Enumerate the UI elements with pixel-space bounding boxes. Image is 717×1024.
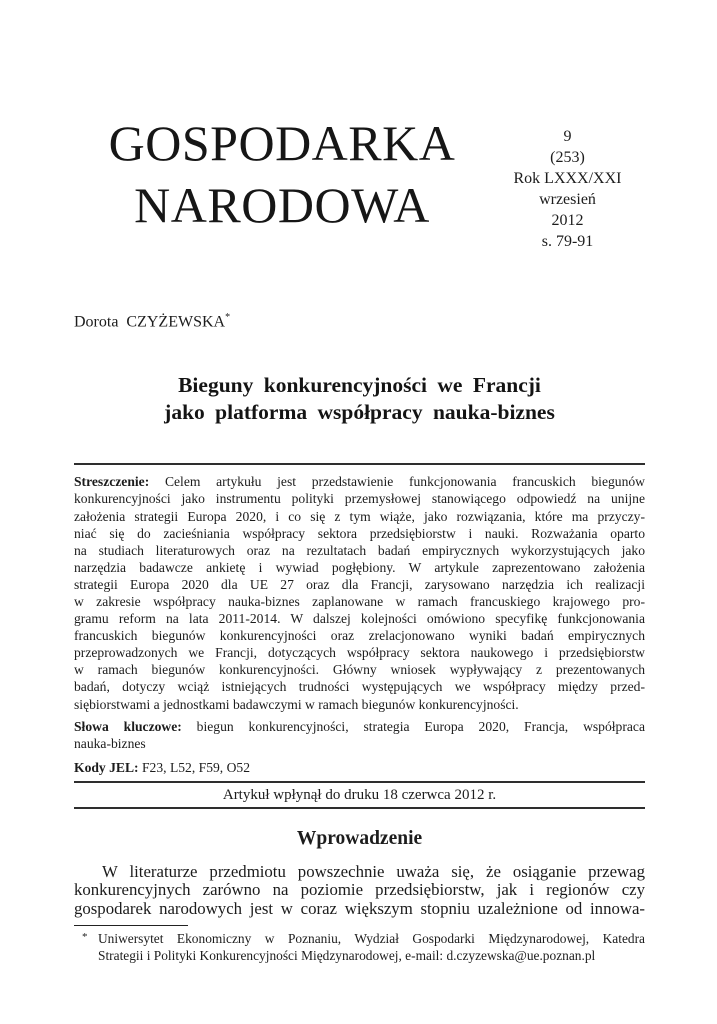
jel-codes-line: [74, 759, 645, 777]
received-note: Artykuł wpłynął do druku 18 czerwca 2012 r.: [74, 781, 645, 809]
abstract-line: na studiach literaturowych oraz na rezultatach badań empirycznych wykorzystujących jako: [74, 542, 645, 558]
intro-line: gospodarek narodowych jest w coraz większym stopniu uzależnione od innowa-: [74, 899, 645, 919]
author-footnote-marker: *: [225, 312, 231, 323]
footnote-body: [74, 931, 645, 965]
jel-codes: F23, L52, F59, O52: [142, 759, 251, 775]
abstract-line: w ramach biegunów konkurencyjności. Główny wniosek wypływający z prezentowanych: [74, 662, 645, 678]
jel-label: Kody JEL:: [74, 759, 139, 775]
issue-volume: (253): [550, 149, 585, 166]
article-title-line2: jako platforma współpracy nauka-biznes: [164, 400, 555, 425]
author-line: [74, 308, 645, 332]
abstract-line: założenia strategii Europa 2020, i co się z tym wiąże, jako rozwiązania, które ma przyczy-: [74, 508, 645, 524]
abstract-line: niać się do zacieśniania współpracy sektora przedsiębiorstw i nauki. Rozważania oparto: [74, 525, 645, 541]
issue-pages: s. 79-91: [541, 233, 594, 250]
journal-title-line1: GOSPODARKA: [108, 115, 456, 171]
abstract-line: narzędzia badawcze ankietę i wywiad pogłębiony. W artykule zaprezentowano założenia: [74, 559, 645, 575]
abstract-line: Streszczenie: Celem artykułu jest przedstawienie funkcjonowania francuskich biegunów: [74, 474, 645, 490]
footnote-marker: *: [82, 930, 88, 943]
abstract: [74, 473, 645, 712]
keywords-line: nauka-biznes: [74, 736, 146, 752]
footnote-line: Strategii i Polityki Konkurencyjności Międzynarodowej, e-mail: d.czyzewska@ue.poznan.pl: [98, 947, 596, 963]
abstract-label: Streszczenie:: [74, 474, 150, 490]
issue-year: 2012: [551, 212, 584, 229]
journal-title-line2: NARODOWA: [134, 177, 430, 233]
issue-month: wrzesień: [539, 191, 596, 208]
intro-paragraph: [74, 863, 645, 919]
keywords: [74, 718, 645, 753]
issue-year-roman: Rok LXXX/XXI: [513, 170, 622, 187]
abstract-line: konkurencyjności jako instrumentu polityki przemysłowej stanowiącego odpowiedź na unijne: [74, 491, 645, 507]
keywords-label: Słowa kluczowe:: [74, 718, 182, 734]
intro-line: konkurencyjnych zarówno na poziomie przedsiębiorstw, jak i regionów czy: [74, 880, 645, 900]
journal-title: [74, 112, 490, 252]
issue-info: [490, 112, 645, 252]
abstract-line: francuskich biegunów konkurencyjności oraz zrelacjonowano wyniki badań empirycznych: [74, 628, 645, 644]
footnote-rule: [74, 925, 188, 926]
issue-number: 9: [563, 128, 572, 145]
article-title: [74, 372, 645, 426]
section-heading: Wprowadzenie: [296, 827, 423, 849]
abstract-line: w zakresie współpracy nauka-biznes zaplanowane w ramach francuskiego krajowego pro-: [74, 593, 645, 609]
abstract-line: gramu reform na lata 2011-2014. W dalszej kolejności omówiono specyfikę funkcjonowania: [74, 611, 645, 627]
footnote-line: Uniwersytet Ekonomiczny w Poznaniu, Wydział Gospodarki Międzynarodowej, Katedra: [98, 930, 645, 946]
separator-rule-top: [74, 463, 645, 465]
abstract-line: przeprowadzonych we Francji, dotyczących współpracy sektora naukowego i przedsiębiorstw: [74, 645, 645, 661]
abstract-line: strategii Europa 2020 dla UE 27 oraz dla Francji, zarysowano narzędzia ich realizacji: [74, 576, 645, 592]
intro-line: W literaturze przedmiotu powszechnie uważa się, że osiąganie przewag: [102, 861, 645, 881]
masthead: [74, 112, 645, 252]
author-name: Dorota CZYŻEWSKA: [74, 313, 226, 331]
footnote: [74, 925, 645, 965]
abstract-line: badań, dotyczy wciąż istniejących trudności występujących we współpracy między przed-: [74, 679, 645, 695]
abstract-line: siębiorstwami a jednostkami badawczymi w ramach biegunów konkurencyjności.: [74, 696, 519, 712]
article-title-line1: Bieguny konkurencyjności we Francji: [178, 373, 541, 398]
keywords-line: Słowa kluczowe: biegun konkurencyjności, strategia Europa 2020, Francja, współpraca: [74, 718, 645, 734]
